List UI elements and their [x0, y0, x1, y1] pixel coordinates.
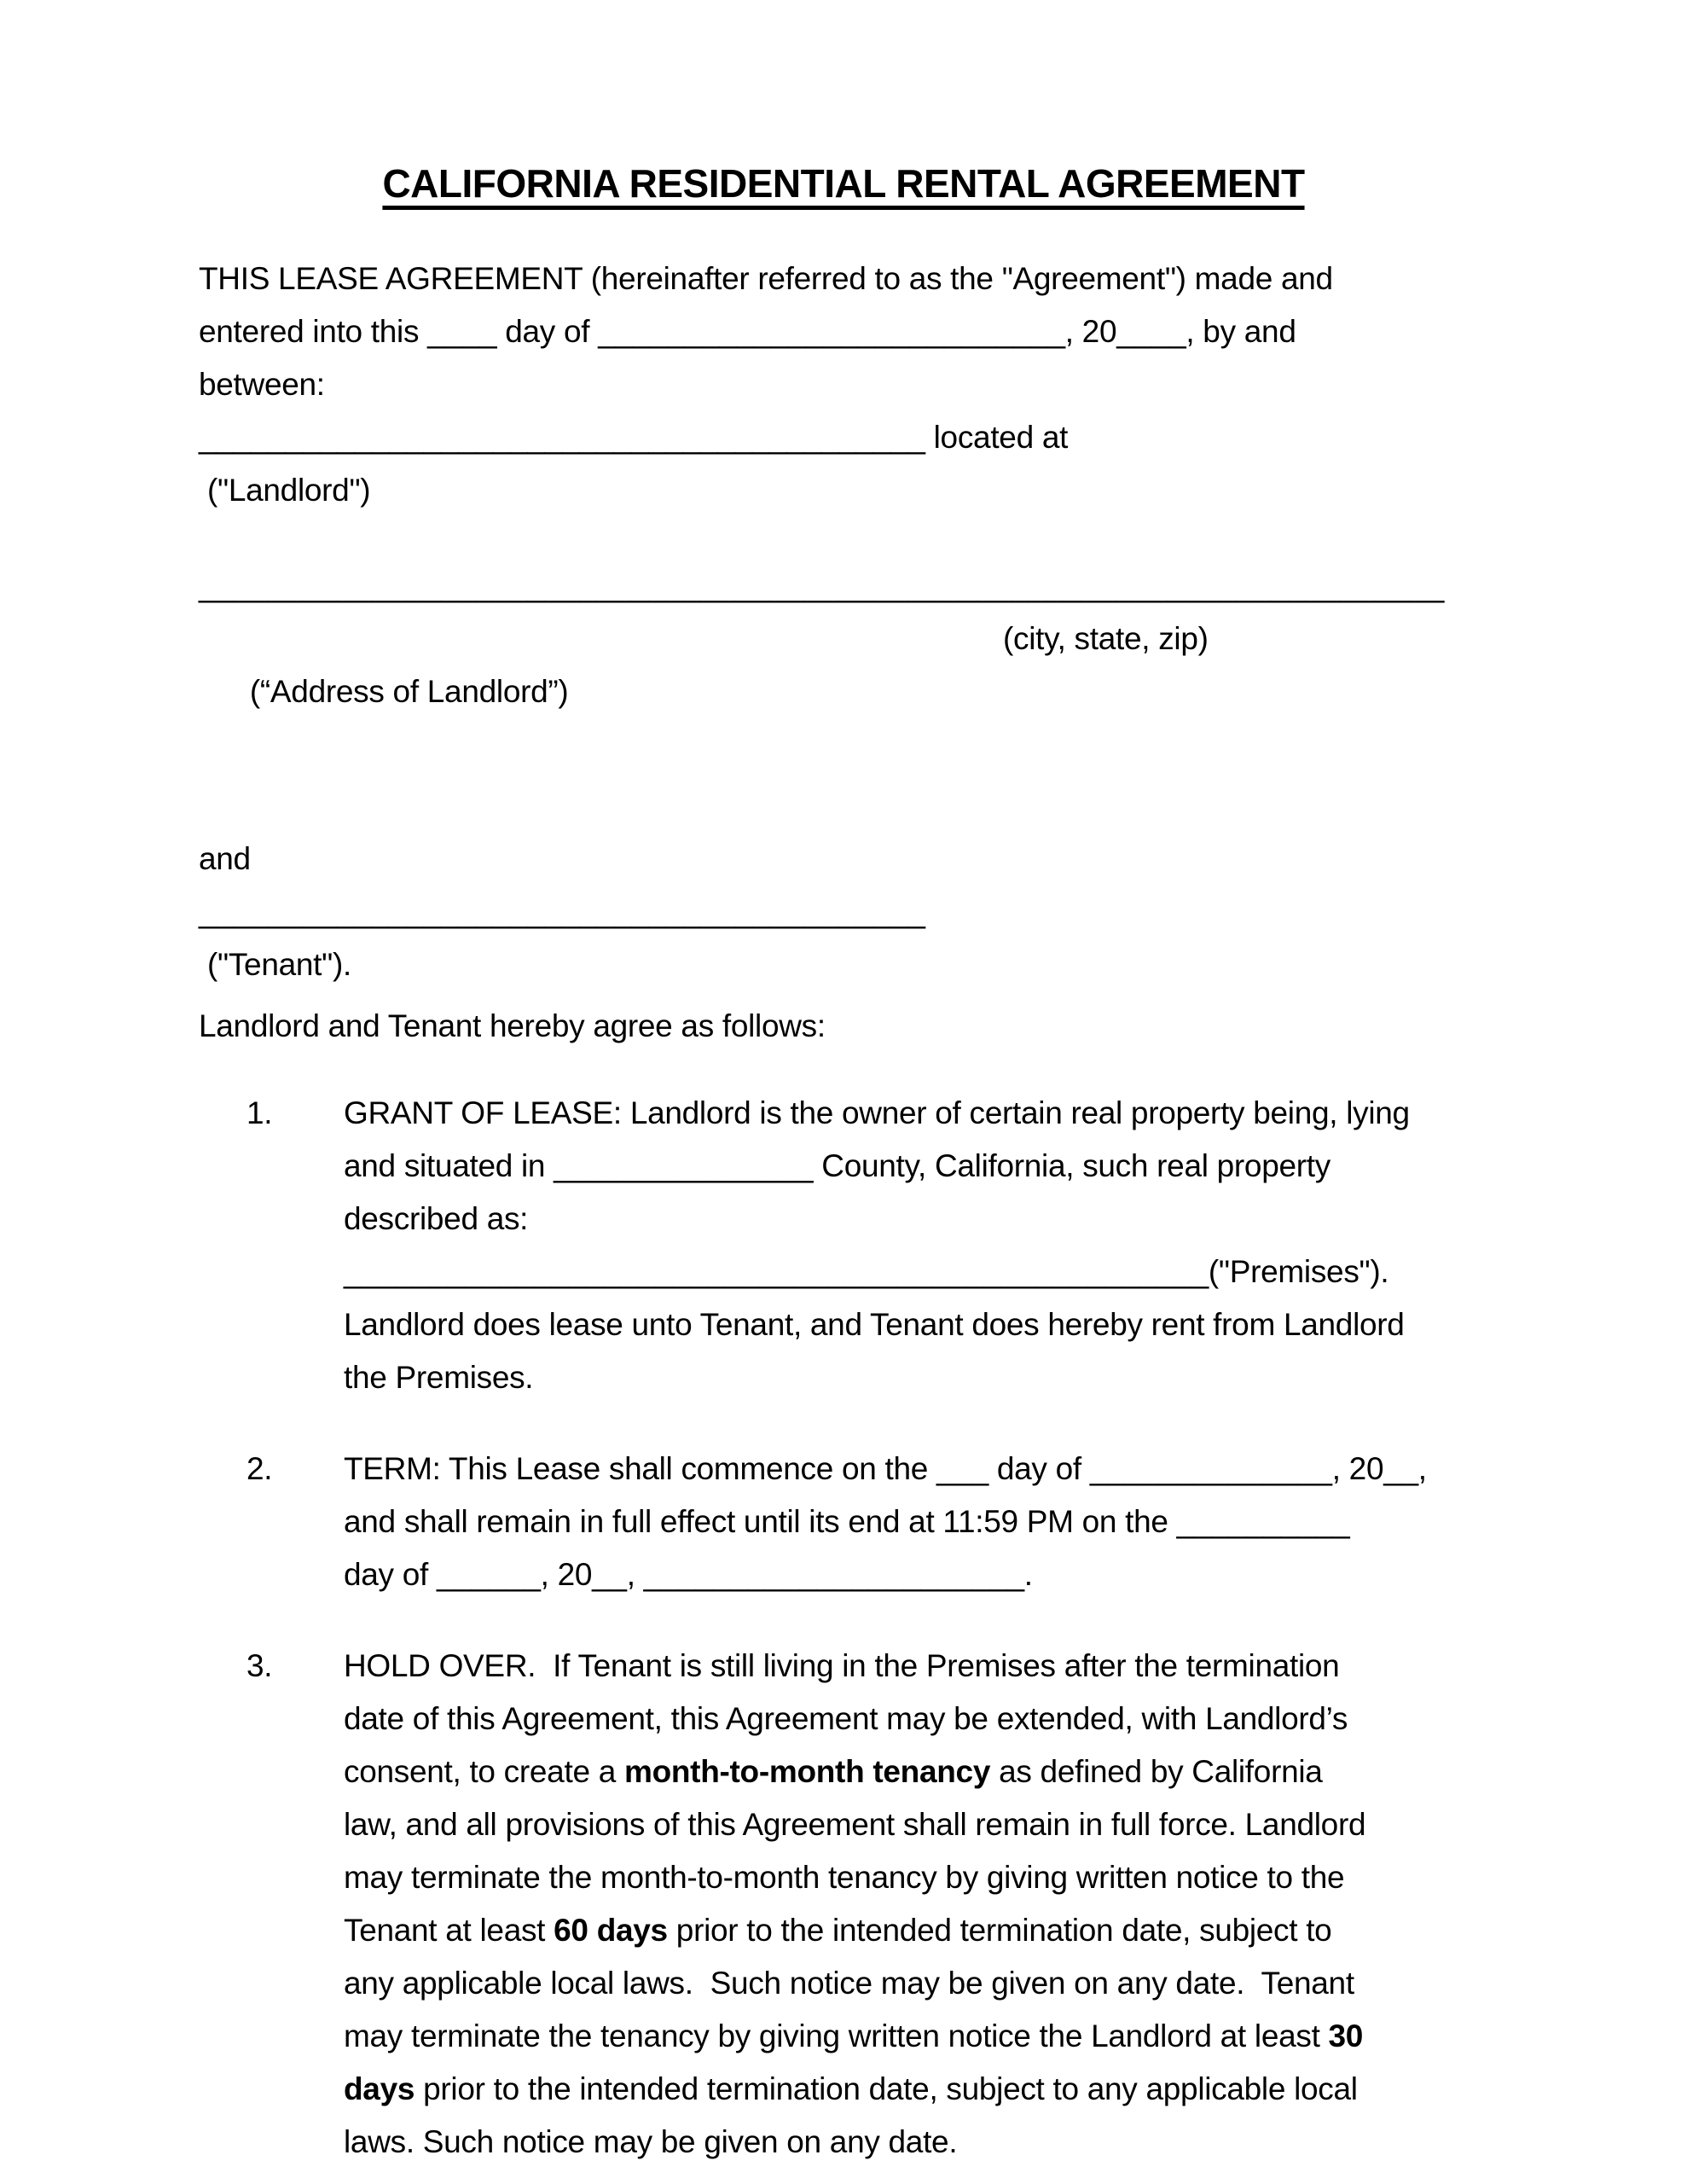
item-body-term — [344, 1443, 1488, 1601]
premises-blank-field: __________________________________________________("Premises"). — [344, 1254, 1389, 1289]
list-item-grant-of-lease — [199, 1087, 1488, 1404]
tenant-label: ("Tenant"). — [199, 947, 351, 982]
intro-line: THIS LEASE AGREEMENT (hereinafter referred to as the "Agreement") made and — [199, 261, 1333, 296]
landlord-section — [199, 411, 1488, 517]
page-title — [199, 154, 1488, 213]
landlord-name-blank-field: __________________________________________ located at — [199, 420, 1069, 455]
city-state-zip-label: (city, state, zip) — [1003, 621, 1209, 656]
item-number: 1. — [246, 1095, 273, 1130]
landlord-address-section — [199, 560, 1488, 824]
list-item-term — [199, 1443, 1488, 1601]
agreement-lead-in: Landlord and Tenant hereby agree as follows: — [199, 1008, 826, 1043]
text-line: Landlord does lease unto Tenant, and Tenant does hereby rent from Landlord — [344, 1307, 1405, 1342]
page-title-text: CALIFORNIA RESIDENTIAL RENTAL AGREEMENT — [382, 161, 1305, 206]
text-segment: prior to the intended termination date, subject to — [667, 1913, 1332, 1948]
text-line: law, and all provisions of this Agreement shall remain in full force. Landlord — [344, 1807, 1366, 1842]
and-connector: and — [199, 841, 251, 876]
text-segment: consent, to create a — [344, 1754, 624, 1789]
text-line — [344, 2010, 1488, 2063]
intro-paragraph — [199, 253, 1488, 411]
text-segment: may terminate the tenancy by giving written notice the Landlord at least — [344, 2018, 1329, 2053]
item-number: 2. — [246, 1451, 273, 1486]
landlord-label: ("Landlord") — [199, 473, 371, 508]
address-labels-row — [199, 613, 1488, 824]
and-connector-section — [199, 833, 1488, 886]
text-line: the Premises. — [344, 1360, 534, 1395]
text-line-with-county-blank: and situated in _______________ County, California, such real property — [344, 1148, 1330, 1183]
text-line: may terminate the month-to-month tenancy by giving written notice to the — [344, 1860, 1345, 1895]
text-segment: 60 days — [554, 1913, 668, 1948]
text-line: HOLD OVER. If Tenant is still living in the Premises after the termination — [344, 1648, 1340, 1683]
item-number: 3. — [246, 1648, 273, 1683]
text-segment: Tenant at least — [344, 1913, 554, 1948]
text-line: described as: — [344, 1201, 529, 1236]
text-segment: days — [344, 2071, 415, 2106]
text-line-with-day-blank: and shall remain in full effect until its end at 11:59 PM on the __________ — [344, 1504, 1350, 1539]
text-segment: as defined by California — [990, 1754, 1323, 1789]
text-line: date of this Agreement, this Agreement may be extended, with Landlord’s — [344, 1701, 1348, 1736]
item-body-grant-of-lease — [344, 1087, 1488, 1404]
text-line: laws. Such notice may be given on any date. — [344, 2124, 958, 2159]
text-line-with-date-blanks: TERM: This Lease shall commence on the ___ day of ______________, 20__, — [344, 1451, 1427, 1486]
tenant-section — [199, 886, 1488, 991]
text-line — [344, 1904, 1488, 1957]
landlord-address-blank-field: ________________________________________________________________________ — [199, 568, 1444, 603]
text-line: GRANT OF LEASE: Landlord is the owner of certain real property being, lying — [344, 1095, 1410, 1130]
list-item-hold-over — [199, 1640, 1488, 2169]
tenant-name-blank-field: __________________________________________ — [199, 894, 925, 929]
address-of-landlord-label: (“Address of Landlord”) — [249, 674, 569, 709]
text-segment: 30 — [1328, 2018, 1364, 2053]
text-segment: month-to-month tenancy — [623, 1754, 991, 1789]
intro-line: between: — [199, 367, 325, 402]
text-line — [344, 2063, 1488, 2116]
text-segment: prior to the intended termination date, subject to any applicable local — [415, 2071, 1358, 2106]
text-line — [344, 1745, 1488, 1798]
text-line: any applicable local laws. Such notice may be given on any date. Tenant — [344, 1966, 1354, 2001]
text-line-with-date-blanks: day of ______, 20__, ______________________. — [344, 1557, 1033, 1592]
intro-line-with-date-blanks: entered into this ____ day of ___________________________, 20____, by and — [199, 314, 1296, 349]
item-body-hold-over — [344, 1640, 1488, 2169]
